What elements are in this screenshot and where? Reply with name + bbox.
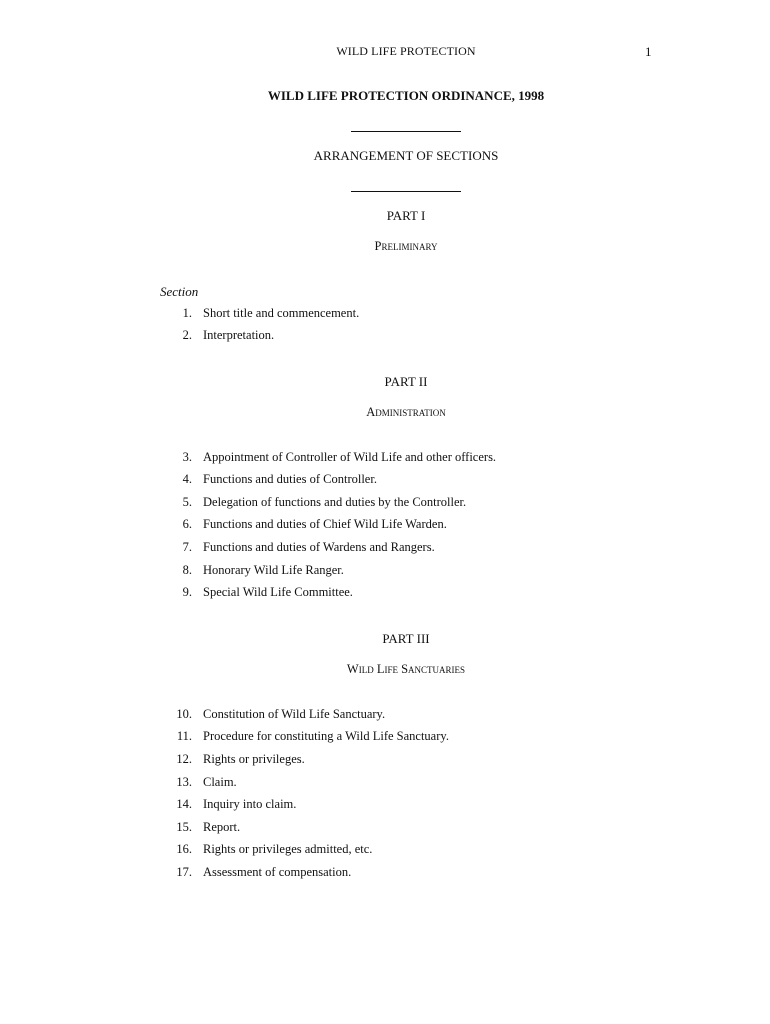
section-number: 9.: [182, 585, 192, 599]
section-title: Rights or privileges admitted, etc.: [203, 842, 373, 856]
part-subtitle-2: Administration: [366, 405, 446, 419]
part-heading-1: PART I: [386, 208, 426, 223]
section-number: 2.: [182, 328, 192, 342]
section-title: Functions and duties of Wardens and Rangers.: [203, 540, 435, 554]
part-subtitle-3: Wild Life Sanctuaries: [346, 662, 466, 676]
running-head: WILD LIFE PROTECTION: [336, 44, 476, 58]
part-heading-2: PART II: [384, 374, 428, 389]
section-title: Procedure for constituting a Wild Life Sanctuary.: [203, 729, 449, 743]
section-number: 7.: [182, 540, 192, 554]
arrangement-heading: ARRANGEMENT OF SECTIONS: [313, 148, 499, 163]
section-title: Claim.: [203, 775, 237, 789]
section-number: 15.: [176, 820, 192, 834]
part-subtitle-1: Preliminary: [374, 239, 438, 253]
section-title: Rights or privileges.: [203, 752, 305, 766]
section-title: Assessment of compensation.: [203, 865, 352, 879]
section-number: 10.: [176, 707, 192, 721]
section-number: 12.: [176, 752, 192, 766]
page-number: 1: [645, 44, 652, 59]
section-number: 17.: [176, 865, 192, 879]
section-number: 14.: [176, 797, 192, 811]
section-title: Interpretation.: [203, 328, 275, 342]
section-title: Appointment of Controller of Wild Life and other officers.: [203, 450, 497, 464]
ordinance-title: WILD LIFE PROTECTION ORDINANCE, 1998: [267, 88, 545, 103]
section-number: 11.: [176, 729, 192, 743]
section-number: 6.: [182, 517, 192, 531]
section-title: Functions and duties of Chief Wild Life Warden.: [203, 517, 447, 531]
section-number: 1.: [182, 306, 192, 320]
section-column-label: Section: [160, 284, 199, 299]
section-title: Honorary Wild Life Ranger.: [203, 563, 344, 577]
section-title: Delegation of functions and duties by the Controller.: [203, 495, 467, 509]
part-heading-3: PART III: [382, 631, 430, 646]
section-title: Constitution of Wild Life Sanctuary.: [203, 707, 386, 721]
divider-rule-bottom: [351, 191, 461, 192]
section-number: 5.: [182, 495, 192, 509]
section-title: Report.: [203, 820, 241, 834]
section-title: Special Wild Life Committee.: [203, 585, 353, 599]
section-number: 13.: [176, 775, 192, 789]
section-number: 4.: [182, 472, 192, 486]
section-title: Inquiry into claim.: [203, 797, 297, 811]
section-title: Short title and commencement.: [203, 306, 360, 320]
section-title: Functions and duties of Controller.: [203, 472, 377, 486]
section-number: 3.: [182, 450, 192, 464]
section-number: 8.: [182, 563, 192, 577]
section-number: 16.: [176, 842, 192, 856]
divider-rule-top: [351, 131, 461, 132]
